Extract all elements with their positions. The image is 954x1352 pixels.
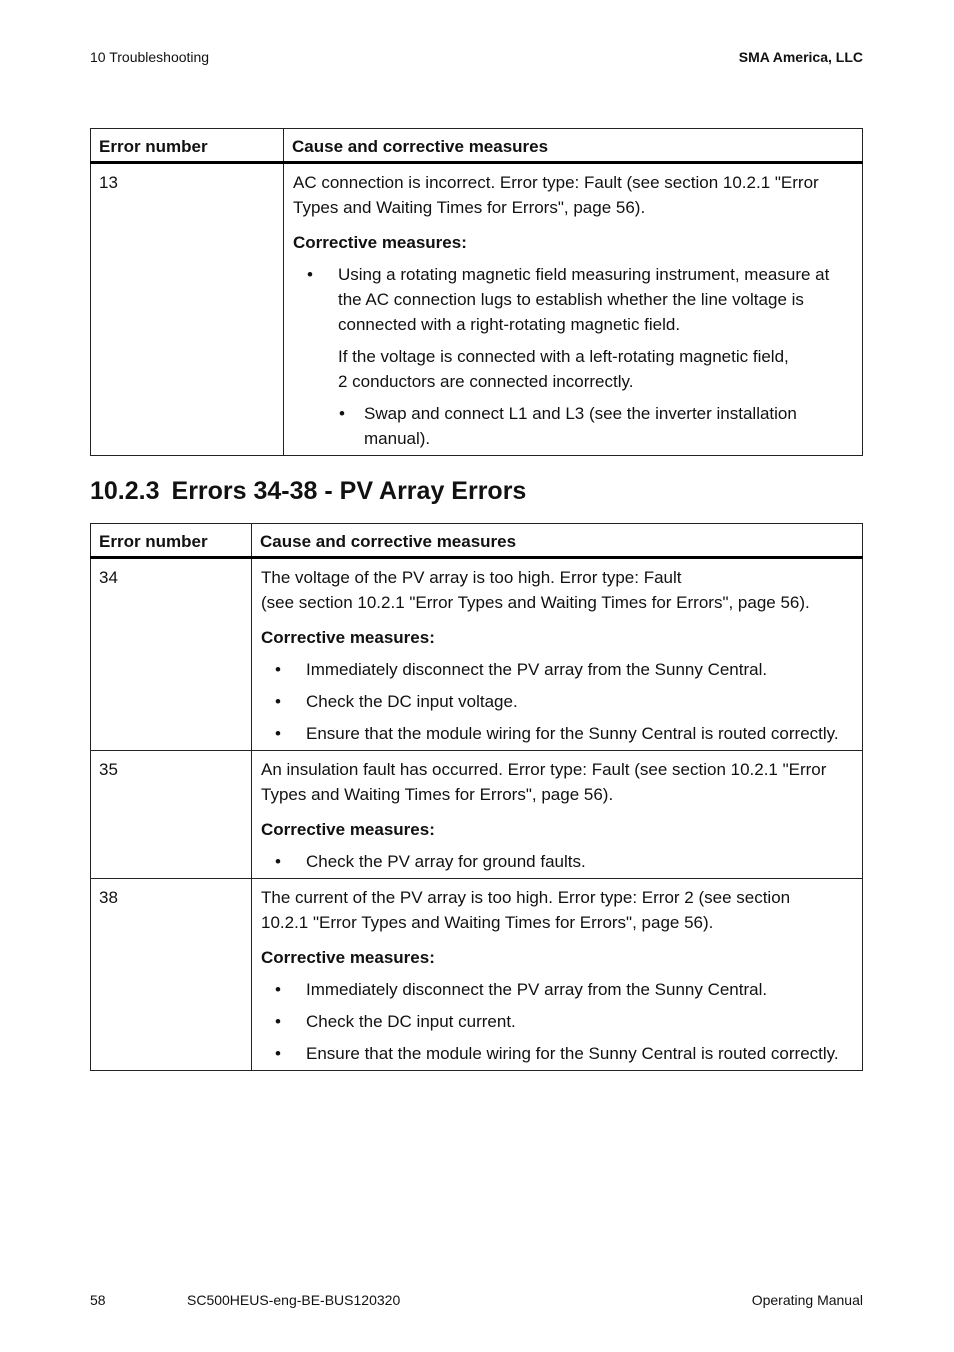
list-item [261, 849, 854, 874]
document-code: SC500HEUS-eng-BE-BUS120320 [187, 1292, 401, 1308]
corrective-measures-list [293, 262, 854, 337]
list-item [261, 689, 854, 714]
bullet-icon: • [275, 724, 281, 743]
description-line: Types and Waiting Times for Errors", page 56). [261, 785, 614, 804]
list-item [261, 1041, 854, 1066]
section-heading [90, 477, 526, 506]
column-header-error-number: Error number [91, 524, 252, 558]
error-description [261, 757, 854, 807]
table-header-row [91, 524, 863, 558]
description-line: An insulation fault has occurred. Error type: Fault (see section 10.2.1 "Error [261, 760, 827, 779]
list-item [261, 721, 854, 746]
corrective-measures-heading: Corrective measures: [261, 820, 435, 839]
table-row [91, 163, 863, 456]
description-line: (see section 10.2.1 "Error Types and Waiting Times for Errors", page 56). [261, 593, 810, 612]
list-item-text: Immediately disconnect the PV array from the Sunny Central. [306, 660, 768, 679]
list-item-text: Ensure that the module wiring for the Sunny Central is routed correctly. [306, 1044, 839, 1063]
note-line: 2 conductors are connected incorrectly. [338, 372, 634, 391]
description-line: The current of the PV array is too high. Error type: Error 2 (see section [261, 888, 791, 907]
error-description [261, 885, 854, 935]
error-number-cell: 38 [91, 879, 252, 1071]
sub-list-item [293, 401, 854, 451]
description-line: Types and Waiting Times for Errors", page 56). [293, 198, 646, 217]
note-paragraph [338, 344, 854, 394]
list-item [261, 657, 854, 682]
bullet-icon: • [307, 265, 313, 284]
running-header-chapter: 10 Troubleshooting [90, 49, 210, 65]
corrective-measures-heading: Corrective measures: [293, 233, 467, 252]
error-description [293, 170, 854, 220]
bullet-icon: • [339, 404, 345, 423]
error-table-ac [90, 128, 863, 456]
table-row [91, 558, 863, 751]
table-row [91, 879, 863, 1071]
cause-cell [284, 163, 863, 456]
error-description [261, 565, 854, 615]
section-number: 10.2.3 [90, 477, 160, 505]
list-item-text: Ensure that the module wiring for the Sunny Central is routed correctly. [306, 724, 839, 743]
bullet-icon: • [275, 692, 281, 711]
sub-list-item-text: Swap and connect L1 and L3 (see the inverter installation manual). [364, 404, 797, 448]
list-item [293, 262, 854, 337]
running-header-company: SMA America, LLC [738, 49, 863, 65]
list-item-text: Using a rotating magnetic field measuring instrument, measure at the AC connection lugs to establish whether the line voltage is connected with a right-rotating magnetic field. [338, 265, 830, 334]
error-number-cell: 34 [91, 558, 252, 751]
description-line: 10.2.1 "Error Types and Waiting Times for Errors", page 56). [261, 913, 714, 932]
corrective-measures-heading: Corrective measures: [261, 628, 435, 647]
cause-cell [252, 751, 863, 879]
section-title-text: Errors 34-38 - PV Array Errors [171, 477, 527, 505]
column-header-cause: Cause and corrective measures [284, 129, 863, 163]
list-item-text: Check the DC input voltage. [306, 692, 518, 711]
list-item-text: Check the PV array for ground faults. [306, 852, 586, 871]
corrective-measures-list [261, 977, 854, 1066]
manual-title: Operating Manual [751, 1292, 863, 1308]
description-line: AC connection is incorrect. Error type: Fault (see section 10.2.1 "Error [293, 173, 819, 192]
column-header-cause: Cause and corrective measures [252, 524, 863, 558]
corrective-measures-list [261, 657, 854, 746]
description-line: The voltage of the PV array is too high. Error type: Fault [261, 568, 682, 587]
corrective-measures-list [261, 849, 854, 874]
error-number-cell: 13 [91, 163, 284, 456]
column-header-error-number: Error number [91, 129, 284, 163]
table-row [91, 751, 863, 879]
bullet-icon: • [275, 1012, 281, 1031]
error-table-pv-array [90, 523, 863, 1071]
corrective-measures-heading: Corrective measures: [261, 948, 435, 967]
bullet-icon: • [275, 1044, 281, 1063]
bullet-icon: • [275, 852, 281, 871]
error-number-cell: 35 [91, 751, 252, 879]
list-item [261, 1009, 854, 1034]
bullet-icon: • [275, 980, 281, 999]
page-number: 58 [90, 1292, 106, 1308]
cause-cell [252, 558, 863, 751]
bullet-icon: • [275, 660, 281, 679]
list-item-text: Check the DC input current. [306, 1012, 516, 1031]
list-item [261, 977, 854, 1002]
list-item-text: Immediately disconnect the PV array from the Sunny Central. [306, 980, 768, 999]
note-line: If the voltage is connected with a left-rotating magnetic field, [338, 347, 789, 366]
table-header-row [91, 129, 863, 163]
cause-cell [252, 879, 863, 1071]
